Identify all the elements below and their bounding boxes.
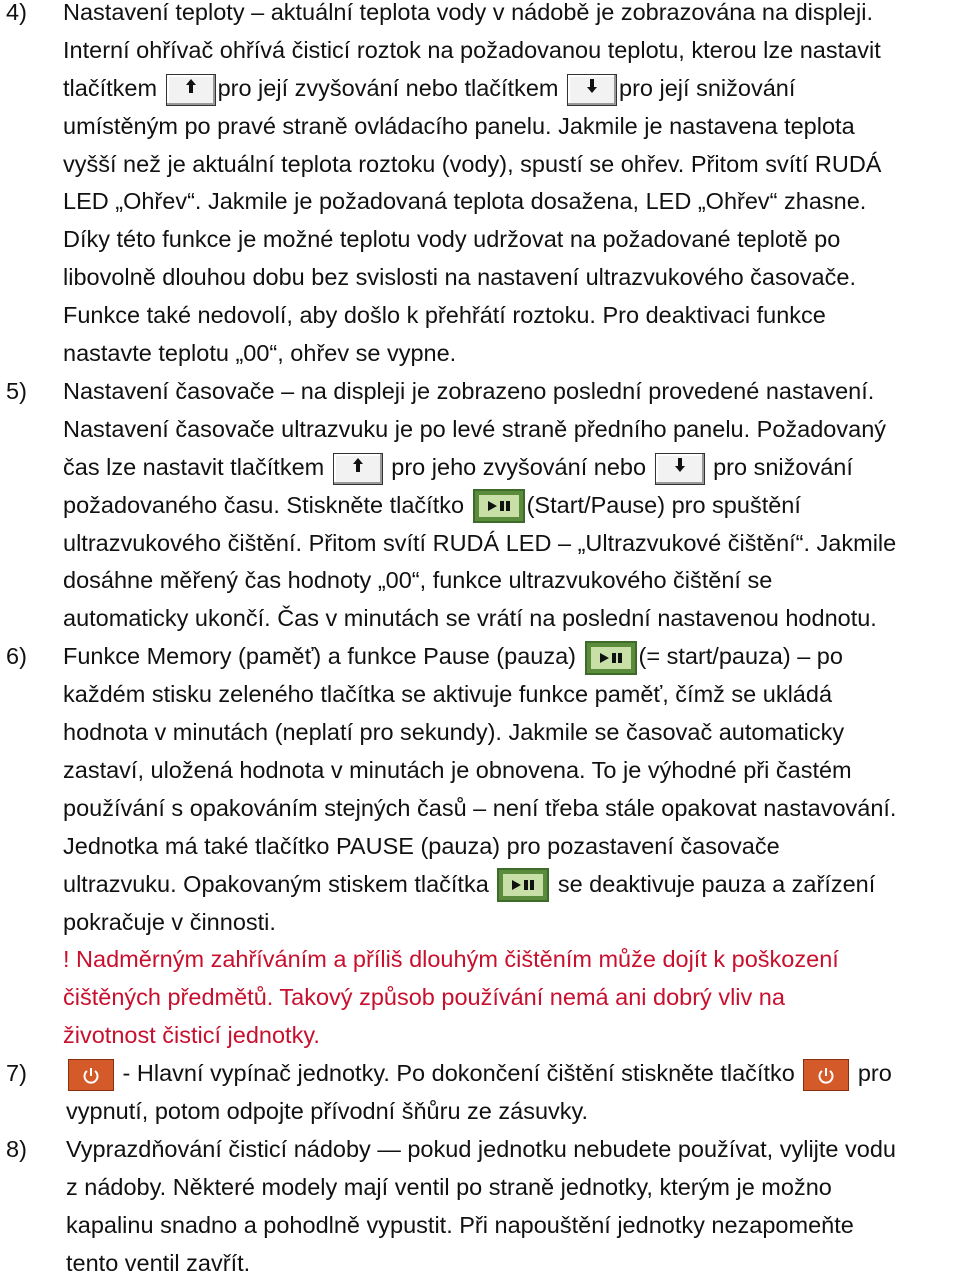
text-run: Interní ohřívač ohřívá čisticí roztok na požadovanou teplotu, kterou lze nastavit bbox=[63, 36, 881, 63]
text-line bbox=[63, 0, 955, 32]
text-line bbox=[63, 373, 955, 411]
text-line bbox=[63, 562, 955, 600]
text-run: LED „Ohřev“. Jakmile je požadovaná teplota dosažena, LED „Ohřev“ zhasne. bbox=[63, 188, 867, 215]
text-line bbox=[66, 1055, 958, 1093]
text-run: Funkce Memory (paměť) a funkce Pause (pauza) bbox=[63, 643, 583, 670]
start-pause-button[interactable] bbox=[585, 641, 637, 675]
start-pause-button[interactable] bbox=[473, 489, 525, 523]
text-run: (= start/pauza) – po bbox=[638, 643, 843, 670]
power-button[interactable] bbox=[803, 1059, 849, 1091]
text-run: tlačítkem bbox=[63, 74, 164, 101]
increase-button-icon bbox=[351, 457, 365, 473]
text-line bbox=[66, 1131, 958, 1169]
text-run: pro bbox=[851, 1060, 892, 1087]
power-button-icon bbox=[817, 1066, 835, 1084]
text-line bbox=[63, 866, 955, 904]
text-run: tento ventil zavřít. bbox=[66, 1249, 251, 1276]
text-run: (Start/Pause) pro spuštění bbox=[526, 491, 801, 518]
text-line bbox=[63, 600, 955, 638]
text-run: se deaktivuje pauza a zařízení bbox=[551, 870, 876, 897]
text-run: vyšší než je aktuální teplota roztoku (vody), spustí se ohřev. Přitom svítí RUDÁ bbox=[63, 150, 882, 177]
text-run: automaticky ukončí. Čas v minutách se vrátí na poslední nastavenou hodnotu. bbox=[63, 605, 877, 632]
text-run: umístěným po pravé straně ovládacího panelu. Jakmile je nastavena teplota bbox=[63, 112, 855, 139]
text-run: nastavte teplotu „00“, ohřev se vypne. bbox=[63, 340, 457, 367]
text-run: Vyprazdňování čisticí nádoby — pokud jednotku nebudete používat, vylijte vodu bbox=[66, 1136, 896, 1162]
text-run: pro jeho zvyšování nebo bbox=[384, 453, 653, 480]
text-line bbox=[63, 259, 955, 297]
text-line bbox=[63, 70, 955, 108]
increase-button-icon bbox=[184, 78, 198, 94]
start-pause-button[interactable] bbox=[497, 868, 549, 902]
increase-button[interactable] bbox=[333, 453, 383, 485]
text-run: pro snižování bbox=[706, 453, 853, 480]
warning-line: životnost čisticí jednotky. bbox=[63, 1022, 320, 1049]
text-run: pro její zvyšování nebo tlačítkem bbox=[217, 74, 566, 101]
text-line bbox=[63, 449, 955, 487]
start-pause-button-icon bbox=[486, 500, 512, 512]
text-line bbox=[63, 828, 955, 866]
text-run: každém stisku zeleného tlačítka se aktivuje funkce paměť, čímž se ukládá bbox=[63, 681, 833, 708]
increase-button[interactable] bbox=[166, 74, 216, 106]
decrease-button-icon bbox=[673, 457, 687, 473]
text-line bbox=[63, 32, 955, 70]
text-run: kapalinu snadno a pohodlně vypustit. Při napouštění jednotky nezapomeňte bbox=[66, 1211, 854, 1238]
list-item-text bbox=[63, 373, 955, 638]
list-item-number: 6) bbox=[6, 643, 27, 670]
text-run: požadovaného času. Stiskněte tlačítko bbox=[63, 491, 471, 518]
text-run: pokračuje v činnosti. bbox=[63, 908, 276, 935]
text-line bbox=[63, 904, 955, 942]
text-run: Díky této funkce je možné teplotu vody udržovat na požadované teplotě po bbox=[63, 226, 841, 253]
decrease-button-icon bbox=[585, 78, 599, 94]
list-item-text bbox=[63, 638, 955, 1055]
text-line bbox=[66, 1207, 958, 1245]
list-item-text bbox=[66, 1055, 958, 1131]
text-line bbox=[63, 487, 955, 525]
text-run: - Hlavní vypínač jednotky. Po dokončení čištění stiskněte tlačítko bbox=[116, 1060, 802, 1087]
text-line bbox=[63, 752, 955, 790]
text-line bbox=[63, 335, 955, 373]
power-button[interactable] bbox=[68, 1059, 114, 1091]
list-item-number: 5) bbox=[6, 378, 27, 404]
text-line bbox=[63, 183, 955, 221]
text-run: Jednotka má také tlačítko PAUSE (pauza) pro pozastavení časovače bbox=[63, 832, 780, 859]
text-run: Funkce také nedovolí, aby došlo k přehřátí roztoku. Pro deaktivaci funkce bbox=[63, 302, 826, 329]
power-button-icon bbox=[82, 1066, 100, 1084]
text-line bbox=[63, 676, 955, 714]
text-run: vypnutí, potom odpojte přívodní šňůru ze zásuvky. bbox=[66, 1098, 589, 1125]
text-run: Nastavení teploty – aktuální teplota vody v nádobě je zobrazována na displeji. bbox=[63, 0, 873, 25]
text-run: používání s opakováním stejných časů – není třeba stále opakovat nastavování. bbox=[63, 794, 897, 821]
text-line bbox=[63, 108, 955, 146]
start-pause-button-icon bbox=[598, 652, 624, 664]
text-run: dosáhne měřený čas hodnoty „00“, funkce ultrazvukového čištění se bbox=[63, 567, 773, 594]
text-line bbox=[63, 146, 955, 184]
list-item-number: 8) bbox=[6, 1136, 27, 1162]
text-run: libovolně dlouhou dobu bez svislosti na nastavení ultrazvukového časovače. bbox=[63, 264, 856, 291]
text-line bbox=[66, 1245, 958, 1283]
decrease-button[interactable] bbox=[567, 74, 617, 106]
text-run: hodnota v minutách (neplatí pro sekundy). Jakmile se časovač automaticky bbox=[63, 719, 845, 746]
list-item-text bbox=[66, 1131, 958, 1283]
start-pause-button-icon bbox=[510, 879, 536, 891]
text-line bbox=[63, 297, 955, 335]
text-line bbox=[66, 1093, 958, 1131]
text-line bbox=[63, 221, 955, 259]
text-run: Nastavení časovače ultrazvuku je po levé straně předního panelu. Požadovaný bbox=[63, 415, 887, 442]
list-item-number: 4) bbox=[6, 0, 27, 25]
text-line bbox=[63, 714, 955, 752]
warning-line: čištěných předmětů. Takový způsob používání nemá ani dobrý vliv na bbox=[63, 984, 785, 1011]
text-line bbox=[63, 790, 955, 828]
text-run: pro její snižování bbox=[619, 74, 796, 101]
list-item-number: 7) bbox=[6, 1060, 27, 1087]
warning-line: ! Nadměrným zahříváním a příliš dlouhým čištěním může dojít k poškození bbox=[63, 946, 839, 973]
text-run: zastaví, uložená hodnota v minutách je obnovena. To je výhodné při častém bbox=[63, 756, 852, 783]
text-line bbox=[66, 1169, 958, 1207]
decrease-button[interactable] bbox=[655, 453, 705, 485]
text-run: Nastavení časovače – na displeji je zobrazeno poslední provedené nastavení. bbox=[63, 378, 875, 404]
text-run: čas lze nastavit tlačítkem bbox=[63, 453, 331, 480]
text-line bbox=[63, 638, 955, 676]
text-line bbox=[63, 525, 955, 563]
text-run: ultrazvuku. Opakovaným stiskem tlačítka bbox=[63, 870, 496, 897]
text-run: ultrazvukového čištění. Přitom svítí RUDÁ LED – „Ultrazvukové čištění“. Jakmile bbox=[63, 529, 897, 556]
text-line bbox=[63, 411, 955, 449]
list-item-text bbox=[63, 0, 955, 373]
text-run: z nádoby. Některé modely mají ventil po straně jednotky, kterým je možno bbox=[66, 1173, 832, 1200]
